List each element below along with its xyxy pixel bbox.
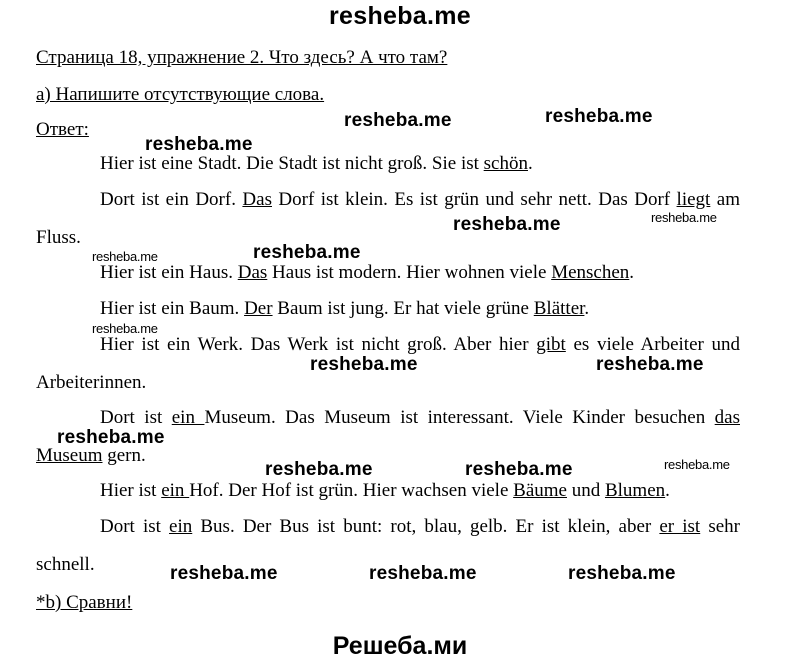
watermark: resheba.me: [170, 563, 278, 584]
watermark: resheba.me: [310, 354, 418, 375]
answer-line-3: Hier ist ein Haus. Das Haus ist modern. Hier wohnen viele Menschen.: [100, 262, 635, 283]
watermark: resheba.me: [265, 459, 373, 480]
watermark: resheba.me: [344, 110, 452, 131]
answer-line-4: Hier ist ein Baum. Der Baum ist jung. Er hat viele grüne Blätter.: [100, 298, 590, 319]
filled-word: das Museum: [36, 407, 740, 466]
watermark: resheba.me: [545, 106, 653, 127]
filled-word: Menschen: [551, 262, 630, 283]
watermark: resheba.me: [596, 354, 704, 375]
filled-word: Das: [242, 189, 272, 210]
answer-line-7: Hier ist ein Hof. Der Hof ist grün. Hier wachsen viele Bäume und Blumen.: [100, 480, 670, 501]
footer-title: Решеба.ми: [332, 632, 468, 660]
filled-word: er ist: [659, 516, 701, 537]
answer-line-6: Dort ist ein Museum. Das Museum ist interessant. Viele Kinder besuchen das Museum gern.: [36, 407, 740, 466]
watermark: resheba.me: [92, 249, 158, 264]
filled-word: ein: [169, 516, 193, 537]
watermark: resheba.me: [253, 242, 361, 263]
watermark: resheba.me: [568, 563, 676, 584]
answer-label: Ответ:: [36, 119, 89, 140]
answer-line-2: Dort ist ein Dorf. Das Dorf ist klein. Es ist grün und sehr nett. Das Dorf liegt am Fluss.: [36, 189, 740, 248]
task-a-heading: а) Напишите отсутствующие слова.: [36, 84, 325, 105]
watermark: resheba.me: [651, 210, 717, 225]
filled-word: liegt: [676, 189, 711, 210]
filled-word: ein: [161, 480, 190, 501]
answer-line-1: Hier ist eine Stadt. Die Stadt ist nicht groß. Sie ist schön.: [100, 153, 533, 174]
task-b-heading: *b) Сравни!: [36, 592, 133, 613]
watermark: resheba.me: [664, 457, 730, 472]
watermark: resheba.me: [465, 459, 573, 480]
filled-word: Blätter: [533, 298, 585, 319]
watermark: resheba.me: [453, 214, 561, 235]
watermark: resheba.me: [57, 427, 165, 448]
answer-line-8: Dort ist ein Bus. Der Bus ist bunt: rot, blau, gelb. Er ist klein, aber er ist sehr schnell.: [36, 516, 740, 575]
watermark: resheba.me: [92, 321, 158, 336]
watermark: resheba.me: [145, 134, 253, 155]
page-exercise-heading: Страница 18, упражнение 2. Что здесь? А что там?: [36, 47, 448, 68]
watermark: resheba.me: [369, 563, 477, 584]
filled-word: ein: [171, 407, 205, 428]
filled-word: Blumen: [604, 480, 666, 501]
filled-word: gibt: [536, 334, 566, 355]
site-title: resheba.me: [329, 2, 471, 30]
filled-word: schön: [483, 153, 528, 174]
answer-line-5: Hier ist ein Werk. Das Werk ist nicht groß. Aber hier gibt es viele Arbeiter und Arbeiterinnen.: [36, 334, 740, 393]
filled-word: Bäume: [513, 480, 567, 501]
filled-word: Der: [244, 298, 273, 319]
filled-word: Das: [237, 262, 268, 283]
